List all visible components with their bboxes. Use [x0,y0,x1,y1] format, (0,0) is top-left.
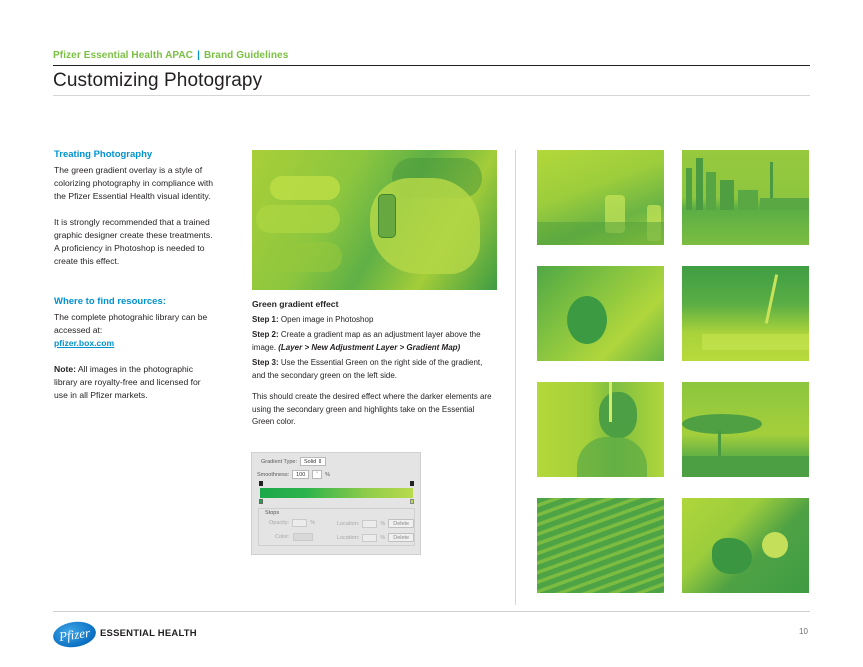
opacity-percent: % [310,520,316,526]
kicker-brand: Pfizer Essential Health APAC [53,50,194,61]
header-kicker [53,50,288,61]
header-rule [53,65,810,66]
gradient-steps [252,298,492,432]
hero-image-vial [252,150,497,290]
smoothness-stepper-icon: ˇ [312,470,322,479]
delete-button-1: Delete [388,519,414,528]
note-text: All images in the photographic library are royalty-free and licensed for use in all Pfizer markets. [54,364,201,400]
kicker-section: Brand Guidelines [203,50,289,61]
footer-rule [53,611,810,612]
resources-note [54,363,214,402]
gradient-editor-screenshot [251,452,421,555]
photo-patient-open-mouth [537,266,664,361]
photo-acacia-savanna [682,382,809,477]
gradient-bar [260,488,413,498]
smoothness-percent: % [325,471,331,478]
step-3-label: Step 3: [252,358,279,367]
location-label-1: Location: [337,520,360,527]
steps-heading: Green gradient effect [252,299,339,309]
title-rule [53,95,810,96]
step-1 [252,314,492,327]
library-link[interactable]: pfizer.box.com [54,338,115,348]
step-3 [252,357,492,382]
gradient-type-label: Gradient Type: [261,458,297,465]
opacity-label: Opacity: [269,520,290,526]
photo-lab-vials [537,150,664,245]
note-label: Note: [54,364,76,374]
location-percent-2: % [380,534,386,541]
step-1-label: Step 1: [252,314,279,324]
resources-heading: Where to find resources: [54,296,166,307]
step-2 [252,329,492,354]
color-swatch [293,533,313,541]
step-2-label: Step 2: [252,330,279,339]
resources-text: The complete photograhic library can be accessed at: [54,312,208,335]
opacity-stop-right-icon [410,481,414,486]
select-arrows-icon: ⇕ [317,459,323,465]
treating-heading: Treating Photography [54,149,153,160]
smoothness-field: 100 [292,470,309,479]
location-field-1 [362,520,377,528]
stops-group [258,508,415,546]
location-field-2 [362,534,377,542]
delete-button-2: Delete [388,533,414,542]
treating-para-2: It is strongly recommended that a trained graphic designer create these treatments. A proficiency in Photoshop is needed to create this effect. [54,217,213,266]
photo-pipette-tray [682,266,809,361]
treating-para-1: The green gradient overlay is a style of colorizing photography in compliance with the Pfizer Essential Health visual identity. [54,165,214,201]
location-percent-1: % [380,520,386,527]
step-2-text: Create a gradient map as an adjustment layer above the image. [252,330,481,352]
smoothness-label: Smoothness: [257,471,290,478]
color-stop-left-icon [259,499,263,504]
photo-rice-terraces [537,498,664,593]
step-1-text: Open image in Photoshop [278,314,374,324]
page-number: 10 [799,627,808,636]
pfizer-logo: Pfizer [51,619,97,650]
column-divider [515,150,516,605]
photo-hands-writing [682,498,809,593]
opacity-field [292,519,307,527]
steps-note: This should create the desired effect where the darker elements are using the secondary green and highlights take on the Essential Green color. [252,392,492,426]
photo-city-skyline [682,150,809,245]
footer-brand: ESSENTIAL HEALTH [100,628,197,639]
gradient-type-select: Solid ⇕ [300,457,326,466]
stops-label: Stops [265,510,280,516]
step-3-text: Use the Essential Green on the right side of the gradient, and the secondary green on the left side. [252,358,483,380]
location-label-2: Location: [337,534,360,541]
color-label: Color: [275,534,290,540]
kicker-separator: | [197,50,200,61]
page-title: Customizing Photograpy [53,70,263,91]
left-column [54,148,214,415]
opacity-stop-left-icon [259,481,263,486]
photo-health-worker-syringe [537,382,664,477]
color-stop-right-icon [410,499,414,504]
vial [378,194,396,238]
step-2-menu-path: (Layer > New Adjustment Layer > Gradient Map) [278,342,461,352]
